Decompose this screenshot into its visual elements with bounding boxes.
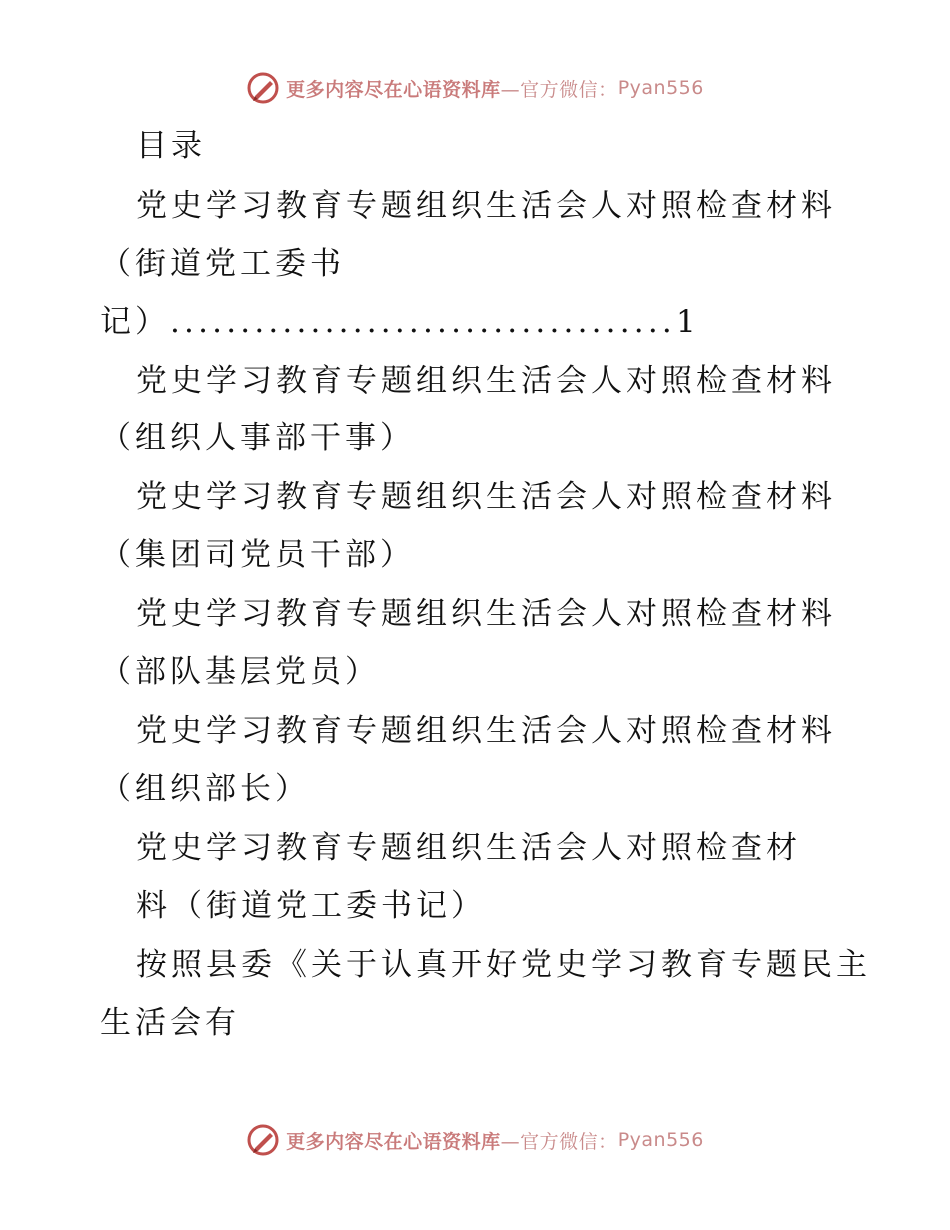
toc-entry-5-title: 党史学习教育专题组织生活会人对照检查材料 <box>136 713 836 749</box>
toc-entry-1-subtitle-b-text: 记） <box>100 304 170 340</box>
toc-entry-4-subtitle: （部队基层党员） <box>100 654 380 690</box>
watermark-separator-text: —官方微信： <box>500 1130 618 1153</box>
toc-entry-1-subtitle-a: （街道党工委书 <box>100 246 345 282</box>
body-heading-line-2: 料（街道党工委书记） <box>136 888 486 924</box>
body-paragraph-line-1: 按照县委《关于认真开好党史学习教育专题民主 <box>136 947 871 983</box>
toc-entry-3-title: 党史学习教育专题组织生活会人对照检查材料 <box>136 479 836 515</box>
pen-logo-icon <box>246 1123 280 1157</box>
toc-entry-3-subtitle: （集团司党员干部） <box>100 537 415 573</box>
toc-page-number: 1 <box>675 304 700 340</box>
toc-entry-5-subtitle: （组织部长） <box>100 771 310 807</box>
toc-entry-1-subtitle-b <box>100 302 700 342</box>
toc-entry-2-title: 党史学习教育专题组织生活会人对照检查材料 <box>136 363 836 399</box>
toc-entry-1-title: 党史学习教育专题组织生活会人对照检查材料 <box>136 188 836 224</box>
watermark-wechat-id: Pyan556 <box>617 77 704 99</box>
watermark-main-text: 更多内容尽在心语资料库 <box>286 78 501 101</box>
toc-entry-4-title: 党史学习教育专题组织生活会人对照检查材料 <box>136 596 836 632</box>
pen-logo-icon <box>246 71 280 105</box>
footer-watermark <box>0 1120 950 1160</box>
watermark-main-text: 更多内容尽在心语资料库 <box>286 1130 501 1153</box>
watermark-separator-text: —官方微信： <box>500 78 618 101</box>
body-heading-line-1: 党史学习教育专题组织生活会人对照检查材 <box>136 830 801 866</box>
toc-entry-2-subtitle: （组织人事部干事） <box>100 420 415 456</box>
body-paragraph-line-2: 生活会有 <box>100 1005 240 1041</box>
watermark-wechat-id: Pyan556 <box>617 1129 704 1151</box>
header-watermark <box>0 68 950 108</box>
toc-title: 目录 <box>136 128 206 164</box>
toc-dot-leader: .................................... <box>170 304 676 340</box>
